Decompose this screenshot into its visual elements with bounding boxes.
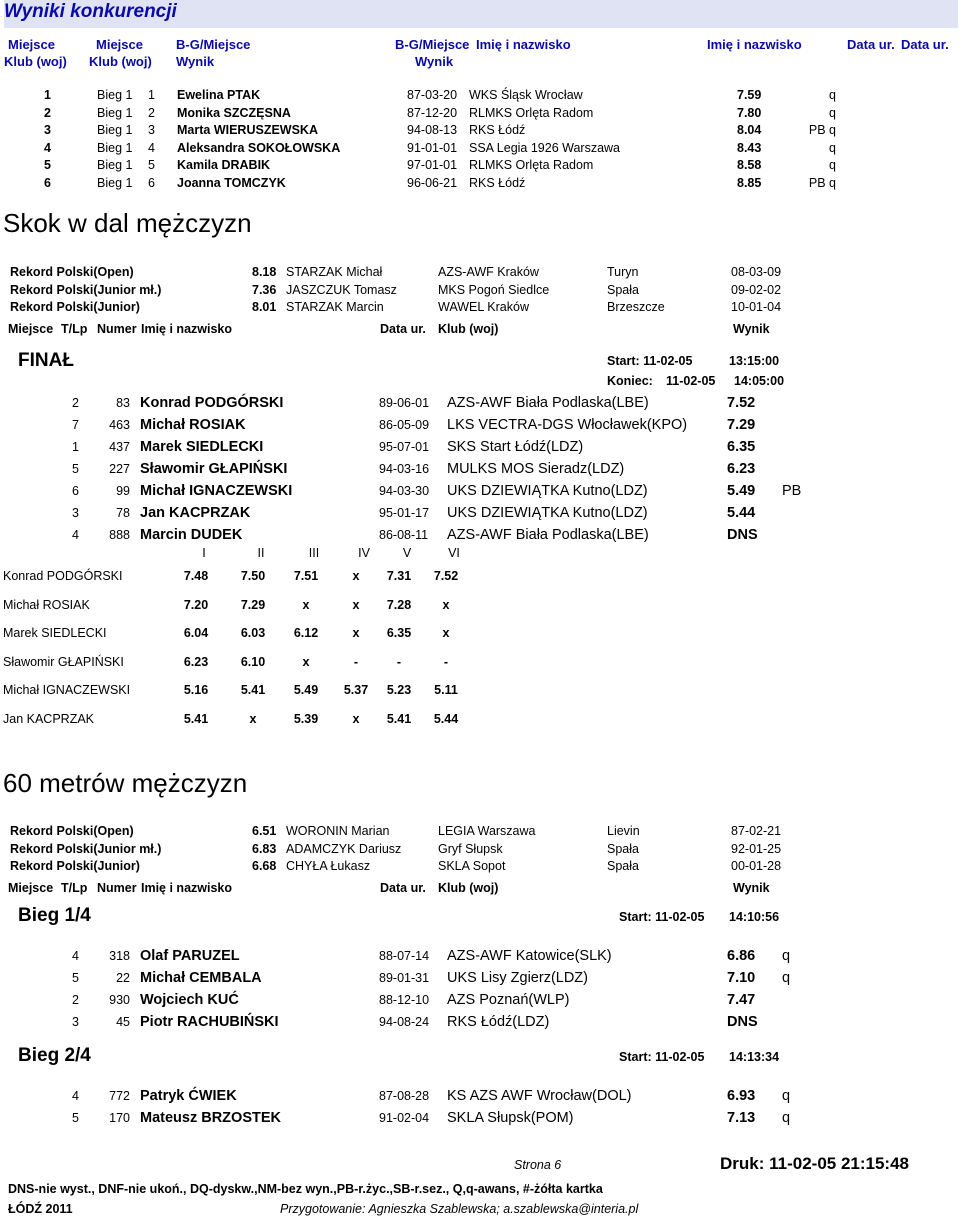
women-note: PB q xyxy=(808,176,836,190)
result-place: 7 xyxy=(72,418,79,432)
women-result: 8.04 xyxy=(737,123,762,138)
women-place: 6 xyxy=(44,176,51,190)
col-header-dob-1: Data ur. xyxy=(847,37,895,52)
result-place: 4 xyxy=(72,528,79,542)
result-club: UKS DZIEWIĄTKA Kutno(LDZ) xyxy=(447,505,648,521)
record-club: Gryf Słupsk xyxy=(438,841,503,856)
women-heat: Bieg 1 xyxy=(97,140,133,155)
series-athlete-name: Marek SIEDLECKI xyxy=(3,626,107,641)
heat-number: 170 xyxy=(109,1111,130,1125)
result-number: 99 xyxy=(116,484,130,498)
women-result: 7.59 xyxy=(737,88,762,102)
col-header-place-2: Miejsce xyxy=(96,37,143,52)
series-attempt: x xyxy=(442,597,450,612)
result-dob: 95-07-01 xyxy=(379,440,430,454)
women-dob: 97-01-01 xyxy=(407,158,458,173)
result-club: AZS-AWF Biała Podlaska(LBE) xyxy=(447,527,649,543)
record-holder: JASZCZUK Tomasz xyxy=(286,282,397,297)
series-attempt: x xyxy=(302,654,310,669)
series-attempt: 5.41 xyxy=(183,712,209,726)
series-attempt: x xyxy=(442,626,450,641)
col-header-name: Imię i nazwisko xyxy=(141,322,233,336)
col-header-tlp: T/Lp xyxy=(61,881,88,895)
result-dob: 86-08-11 xyxy=(379,528,429,542)
result-name: Marek SIEDLECKI xyxy=(140,439,264,455)
series-attempt: x xyxy=(249,712,257,726)
women-lane: 3 xyxy=(148,123,155,138)
series-header-5: V xyxy=(402,546,412,560)
result-club: LKS VECTRA-DGS Włocławek(KPO) xyxy=(447,417,688,433)
result-number: 437 xyxy=(109,440,130,454)
women-place: 5 xyxy=(44,158,51,173)
women-heat: Bieg 1 xyxy=(97,105,133,120)
page-title: Wyniki konkurencji xyxy=(4,1,177,22)
heat-number: 22 xyxy=(116,971,130,985)
result-note: PB xyxy=(782,483,802,499)
heat-dob: 88-07-14 xyxy=(379,949,430,963)
women-note: q xyxy=(829,158,836,173)
result-value: 6.23 xyxy=(727,461,756,477)
series-attempt: x xyxy=(352,569,360,583)
col-header-number: Numer xyxy=(97,322,137,336)
series-attempt: 5.41 xyxy=(386,712,412,726)
result-club: SKS Start Łódź(LDZ) xyxy=(447,439,584,455)
heat-dob: 89-01-31 xyxy=(379,971,430,985)
series-attempt: x xyxy=(352,626,360,641)
heat-result: 7.47 xyxy=(727,992,756,1008)
series-attempt: 7.29 xyxy=(240,597,266,612)
series-header-1: I xyxy=(202,546,206,560)
series-attempt: 7.28 xyxy=(386,597,412,612)
col-header-place-1: Miejsce xyxy=(8,37,55,52)
result-place: 3 xyxy=(72,506,79,520)
record-place: Spała xyxy=(607,859,639,873)
women-name: Kamila DRABIK xyxy=(177,158,271,173)
heat-note: q xyxy=(782,1110,791,1126)
heat-name: Wojciech KUĆ xyxy=(140,992,239,1008)
long-jump-round-title: FINAŁ xyxy=(18,350,74,371)
result-number: 78 xyxy=(116,506,130,520)
result-dob: 86-05-09 xyxy=(379,418,430,432)
record-value: 8.01 xyxy=(252,300,277,314)
result-value: 5.49 xyxy=(727,483,756,499)
heat-number: 318 xyxy=(109,949,130,963)
heat-club: UKS Lisy Zgierz(LDZ) xyxy=(447,970,588,986)
heat-start-time: 14:10:56 xyxy=(729,910,780,924)
record-value: 6.83 xyxy=(252,841,277,856)
series-attempt: 7.20 xyxy=(183,597,209,612)
women-lane: 5 xyxy=(148,158,155,173)
col-header-bg-place-2: B-G/Miejsce xyxy=(395,37,470,52)
series-attempt: - xyxy=(396,654,402,669)
series-header-3: III xyxy=(308,546,320,560)
result-name: Michał IGNACZEWSKI xyxy=(140,483,293,499)
series-athlete-name: Konrad PODGÓRSKI xyxy=(3,569,123,583)
women-place: 3 xyxy=(44,123,51,138)
page-number: Strona 6 xyxy=(514,1158,562,1172)
record-date: 10-01-04 xyxy=(731,300,782,314)
women-dob: 96-06-21 xyxy=(407,176,458,190)
result-value: DNS xyxy=(727,527,758,543)
series-attempt: x xyxy=(302,597,310,612)
col-header-result-1: Wynik xyxy=(176,54,215,69)
heat-dob: 87-08-28 xyxy=(379,1089,430,1103)
women-result: 8.58 xyxy=(737,158,762,173)
col-header-dob: Data ur. xyxy=(380,322,426,336)
heat-note: q xyxy=(782,1088,791,1104)
heat-note: q xyxy=(782,948,791,964)
result-name: Konrad PODGÓRSKI xyxy=(140,395,284,411)
series-attempt: 5.23 xyxy=(386,683,412,698)
series-attempt: 6.12 xyxy=(293,626,319,641)
result-value: 6.35 xyxy=(727,439,756,455)
series-header-4: IV xyxy=(358,546,370,560)
long-jump-section-title: Skok w dal mężczyzn xyxy=(3,208,252,238)
women-lane: 1 xyxy=(148,88,155,102)
result-value: 5.44 xyxy=(727,505,756,521)
col-header-dob: Data ur. xyxy=(380,881,426,895)
women-club: RLMKS Orlęta Radom xyxy=(469,105,594,120)
result-place: 1 xyxy=(72,440,79,454)
heat-club: AZS-AWF Katowice(SLK) xyxy=(447,948,612,964)
series-attempt: 5.39 xyxy=(293,712,319,726)
heat-start-time: 14:13:34 xyxy=(729,1050,780,1064)
heat-name: Michał CEMBALA xyxy=(140,970,262,986)
women-dob: 94-08-13 xyxy=(407,123,458,138)
long-jump-end-date: 11-02-05 xyxy=(666,374,716,388)
result-place: 5 xyxy=(72,462,79,476)
result-name: Michał ROSIAK xyxy=(140,417,246,433)
result-value: 7.29 xyxy=(727,417,756,433)
women-note: q xyxy=(829,88,836,102)
women-result: 7.80 xyxy=(737,105,762,120)
women-lane: 4 xyxy=(148,140,155,155)
col-header-name-1: Imię i nazwisko xyxy=(476,37,571,52)
result-place: 6 xyxy=(72,484,79,498)
heat-club: AZS Poznań(WLP) xyxy=(447,992,570,1008)
col-header-club: Klub (woj) xyxy=(438,881,499,895)
women-club: SSA Legia 1926 Warszawa xyxy=(469,140,621,155)
record-date: 08-03-09 xyxy=(731,265,782,279)
record-club: AZS-AWF Kraków xyxy=(438,265,539,279)
heat-club: KS AZS AWF Wrocław(DOL) xyxy=(447,1088,632,1104)
record-label: Rekord Polski(Junior) xyxy=(10,300,140,314)
record-value: 6.51 xyxy=(252,824,277,838)
record-holder: ADAMCZYK Dariusz xyxy=(286,841,402,856)
long-jump-start-time: 13:15:00 xyxy=(729,354,780,368)
heat-dob: 94-08-24 xyxy=(379,1015,430,1029)
women-name: Marta WIERUSZEWSKA xyxy=(177,123,318,138)
women-result: 8.85 xyxy=(737,176,762,190)
record-place: Spała xyxy=(607,282,639,297)
series-attempt: 7.51 xyxy=(293,569,319,583)
heat-dob: 88-12-10 xyxy=(379,993,430,1007)
record-value: 7.36 xyxy=(252,282,277,297)
heat-lane: 2 xyxy=(72,993,79,1007)
result-name: Sławomir GŁAPIŃSKI xyxy=(140,461,288,477)
long-jump-end-time: 14:05:00 xyxy=(734,374,785,388)
record-label: Rekord Polski(Junior) xyxy=(10,859,140,873)
heat-result: DNS xyxy=(727,1014,758,1030)
result-club: UKS DZIEWIĄTKA Kutno(LDZ) xyxy=(447,483,648,499)
series-attempt: 7.48 xyxy=(183,569,209,583)
series-attempt: 6.04 xyxy=(183,626,209,641)
series-attempt: 5.44 xyxy=(433,712,459,726)
women-heat: Bieg 1 xyxy=(97,123,133,138)
women-name: Aleksandra SOKOŁOWSKA xyxy=(177,140,341,155)
col-header-result: Wynik xyxy=(733,322,770,336)
women-note: q xyxy=(829,105,836,120)
result-number: 227 xyxy=(109,462,130,476)
heat-name: Mateusz BRZOSTEK xyxy=(140,1110,281,1126)
women-name: Monika SZCZĘSNA xyxy=(177,105,291,120)
sprint-section-title: 60 metrów mężczyzn xyxy=(3,768,248,798)
record-place: Brzeszcze xyxy=(607,300,665,314)
series-attempt: 6.35 xyxy=(386,626,412,641)
women-note: q xyxy=(829,140,836,155)
record-holder: WORONIN Marian xyxy=(286,824,390,838)
women-note: PB q xyxy=(808,123,836,138)
legend-text: DNS-nie wyst., DNF-nie ukoń., DQ-dyskw.,NM-bez wyn.,PB-r.życ.,SB-r.sez., Q,q-awans, #-żółta kartka xyxy=(8,1182,603,1196)
col-header-tlp: T/Lp xyxy=(61,322,88,336)
record-value: 6.68 xyxy=(252,859,277,873)
col-header-club-1: Klub (woj) xyxy=(4,54,67,69)
result-dob: 94-03-16 xyxy=(379,462,430,476)
women-result: 8.43 xyxy=(737,140,762,155)
series-attempt: x xyxy=(352,712,360,726)
heat-lane: 5 xyxy=(72,1111,79,1125)
event-location: ŁÓDŹ 2011 xyxy=(8,1202,73,1216)
result-dob: 95-01-17 xyxy=(379,506,430,520)
record-holder: STARZAK Michał xyxy=(286,265,383,279)
series-attempt: 5.11 xyxy=(434,683,458,698)
long-jump-end-label: Koniec: xyxy=(607,374,653,388)
heat-number: 45 xyxy=(116,1015,130,1029)
women-club: WKS Śląsk Wrocław xyxy=(469,88,583,102)
record-holder: STARZAK Marcin xyxy=(286,300,384,314)
record-place: Spała xyxy=(607,841,639,856)
women-lane: 6 xyxy=(148,176,155,190)
heat-club: RKS Łódź(LDZ) xyxy=(447,1014,550,1030)
heat-name: Olaf PARUZEL xyxy=(140,948,240,964)
series-athlete-name: Michał ROSIAK xyxy=(3,597,90,612)
result-club: MULKS MOS Sieradz(LDZ) xyxy=(447,461,625,477)
result-number: 463 xyxy=(109,418,130,432)
col-header-name-2: Imię i nazwisko xyxy=(707,37,802,52)
women-place: 2 xyxy=(44,105,51,120)
record-holder: CHYŁA Łukasz xyxy=(286,859,371,873)
heat-start: Start: 11-02-05 xyxy=(619,1050,705,1064)
women-place: 1 xyxy=(44,88,51,102)
record-label: Rekord Polski(Junior mł.) xyxy=(10,282,162,297)
col-header-place: Miejsce xyxy=(8,881,54,895)
women-heat: Bieg 1 xyxy=(97,88,133,102)
heat-result: 7.13 xyxy=(727,1110,756,1126)
women-lane: 2 xyxy=(148,105,155,120)
series-header-2: II xyxy=(257,546,265,560)
heat-result: 6.93 xyxy=(727,1088,756,1104)
heat-number: 930 xyxy=(109,993,130,1007)
result-place: 2 xyxy=(72,396,79,410)
women-club: RKS Łódź xyxy=(469,123,526,138)
heat-result: 6.86 xyxy=(727,948,756,964)
record-date: 00-01-28 xyxy=(731,859,782,873)
record-date: 92-01-25 xyxy=(731,841,782,856)
col-header-club-2: Klub (woj) xyxy=(89,54,152,69)
col-header-bg-place-1: B-G/Miejsce xyxy=(176,37,251,52)
women-heat: Bieg 1 xyxy=(97,158,133,173)
series-attempt: - xyxy=(443,654,449,669)
series-attempt: 5.49 xyxy=(293,683,319,698)
series-athlete-name: Michał IGNACZEWSKI xyxy=(3,683,131,698)
record-club: SKLA Sopot xyxy=(438,859,506,873)
heat-lane: 3 xyxy=(72,1015,79,1029)
col-header-place: Miejsce xyxy=(8,322,54,336)
result-dob: 94-03-30 xyxy=(379,484,430,498)
heat-name: Piotr RACHUBIŃSKI xyxy=(140,1014,279,1030)
record-place: Lievin xyxy=(607,824,640,838)
women-place: 4 xyxy=(44,140,51,155)
heat-note: q xyxy=(782,970,791,986)
heat-lane: 5 xyxy=(72,971,79,985)
print-timestamp: Druk: 11-02-05 21:15:48 xyxy=(720,1154,910,1173)
series-header-6: VI xyxy=(448,546,460,560)
series-attempt: 7.31 xyxy=(386,569,412,583)
result-value: 7.52 xyxy=(727,395,756,411)
result-number: 888 xyxy=(109,528,130,542)
women-heat: Bieg 1 xyxy=(97,176,133,190)
col-header-number: Numer xyxy=(97,881,137,895)
series-attempt: 5.37 xyxy=(343,683,369,698)
series-attempt: 6.23 xyxy=(183,654,209,669)
record-label: Rekord Polski(Junior mł.) xyxy=(10,841,162,856)
series-attempt: 6.03 xyxy=(240,626,266,641)
record-club: LEGIA Warszawa xyxy=(438,824,536,838)
col-header-result: Wynik xyxy=(733,881,770,895)
record-label: Rekord Polski(Open) xyxy=(10,265,134,279)
heat-number: 772 xyxy=(109,1089,130,1103)
result-dob: 89-06-01 xyxy=(379,396,430,410)
prepared-by: Przygotowanie: Agnieszka Szablewska; a.szablewska@interia.pl xyxy=(280,1202,639,1216)
women-club: RLMKS Orlęta Radom xyxy=(469,158,594,173)
women-name: Ewelina PTAK xyxy=(177,88,261,102)
series-athlete-name: Jan KACPRZAK xyxy=(3,712,95,726)
series-attempt: 7.50 xyxy=(240,569,266,583)
record-club: MKS Pogoń Siedlce xyxy=(438,282,550,297)
col-header-club: Klub (woj) xyxy=(438,322,499,336)
record-place: Turyn xyxy=(607,265,639,279)
heat-name: Patryk ĆWIEK xyxy=(140,1088,237,1104)
heat-title: Bieg 1/4 xyxy=(18,905,91,926)
series-attempt: 6.10 xyxy=(240,654,266,669)
heat-result: 7.10 xyxy=(727,970,756,986)
record-value: 8.18 xyxy=(252,265,277,279)
long-jump-start: Start: 11-02-05 xyxy=(607,354,693,368)
col-header-result-2: Wynik xyxy=(415,54,454,69)
result-club: AZS-AWF Biała Podlaska(LBE) xyxy=(447,395,649,411)
heat-dob: 91-02-04 xyxy=(379,1111,430,1125)
record-club: WAWEL Kraków xyxy=(438,300,529,314)
series-attempt: 5.41 xyxy=(240,683,266,698)
result-name: Jan KACPRZAK xyxy=(140,505,251,521)
women-dob: 87-03-20 xyxy=(407,88,458,102)
result-name: Marcin DUDEK xyxy=(140,527,243,543)
series-attempt: 7.52 xyxy=(433,569,459,583)
result-number: 83 xyxy=(116,396,130,410)
heat-lane: 4 xyxy=(72,1089,79,1103)
heat-club: SKLA Słupsk(POM) xyxy=(447,1110,574,1126)
record-date: 09-02-02 xyxy=(731,282,782,297)
women-dob: 87-12-20 xyxy=(407,105,458,120)
heat-title: Bieg 2/4 xyxy=(18,1045,91,1066)
record-date: 87-02-21 xyxy=(731,824,782,838)
women-club: RKS Łódź xyxy=(469,176,526,190)
heat-start: Start: 11-02-05 xyxy=(619,910,705,924)
women-dob: 91-01-01 xyxy=(407,140,458,155)
col-header-dob-2: Data ur. xyxy=(901,37,949,52)
heat-lane: 4 xyxy=(72,949,79,963)
results-header-band xyxy=(4,0,958,28)
series-attempt: x xyxy=(352,597,360,612)
col-header-name: Imię i nazwisko xyxy=(141,881,233,895)
record-label: Rekord Polski(Open) xyxy=(10,824,134,838)
series-athlete-name: Sławomir GŁAPIŃSKI xyxy=(3,654,124,669)
series-attempt: - xyxy=(353,654,359,669)
women-name: Joanna TOMCZYK xyxy=(177,176,286,190)
series-attempt: 5.16 xyxy=(183,683,209,698)
